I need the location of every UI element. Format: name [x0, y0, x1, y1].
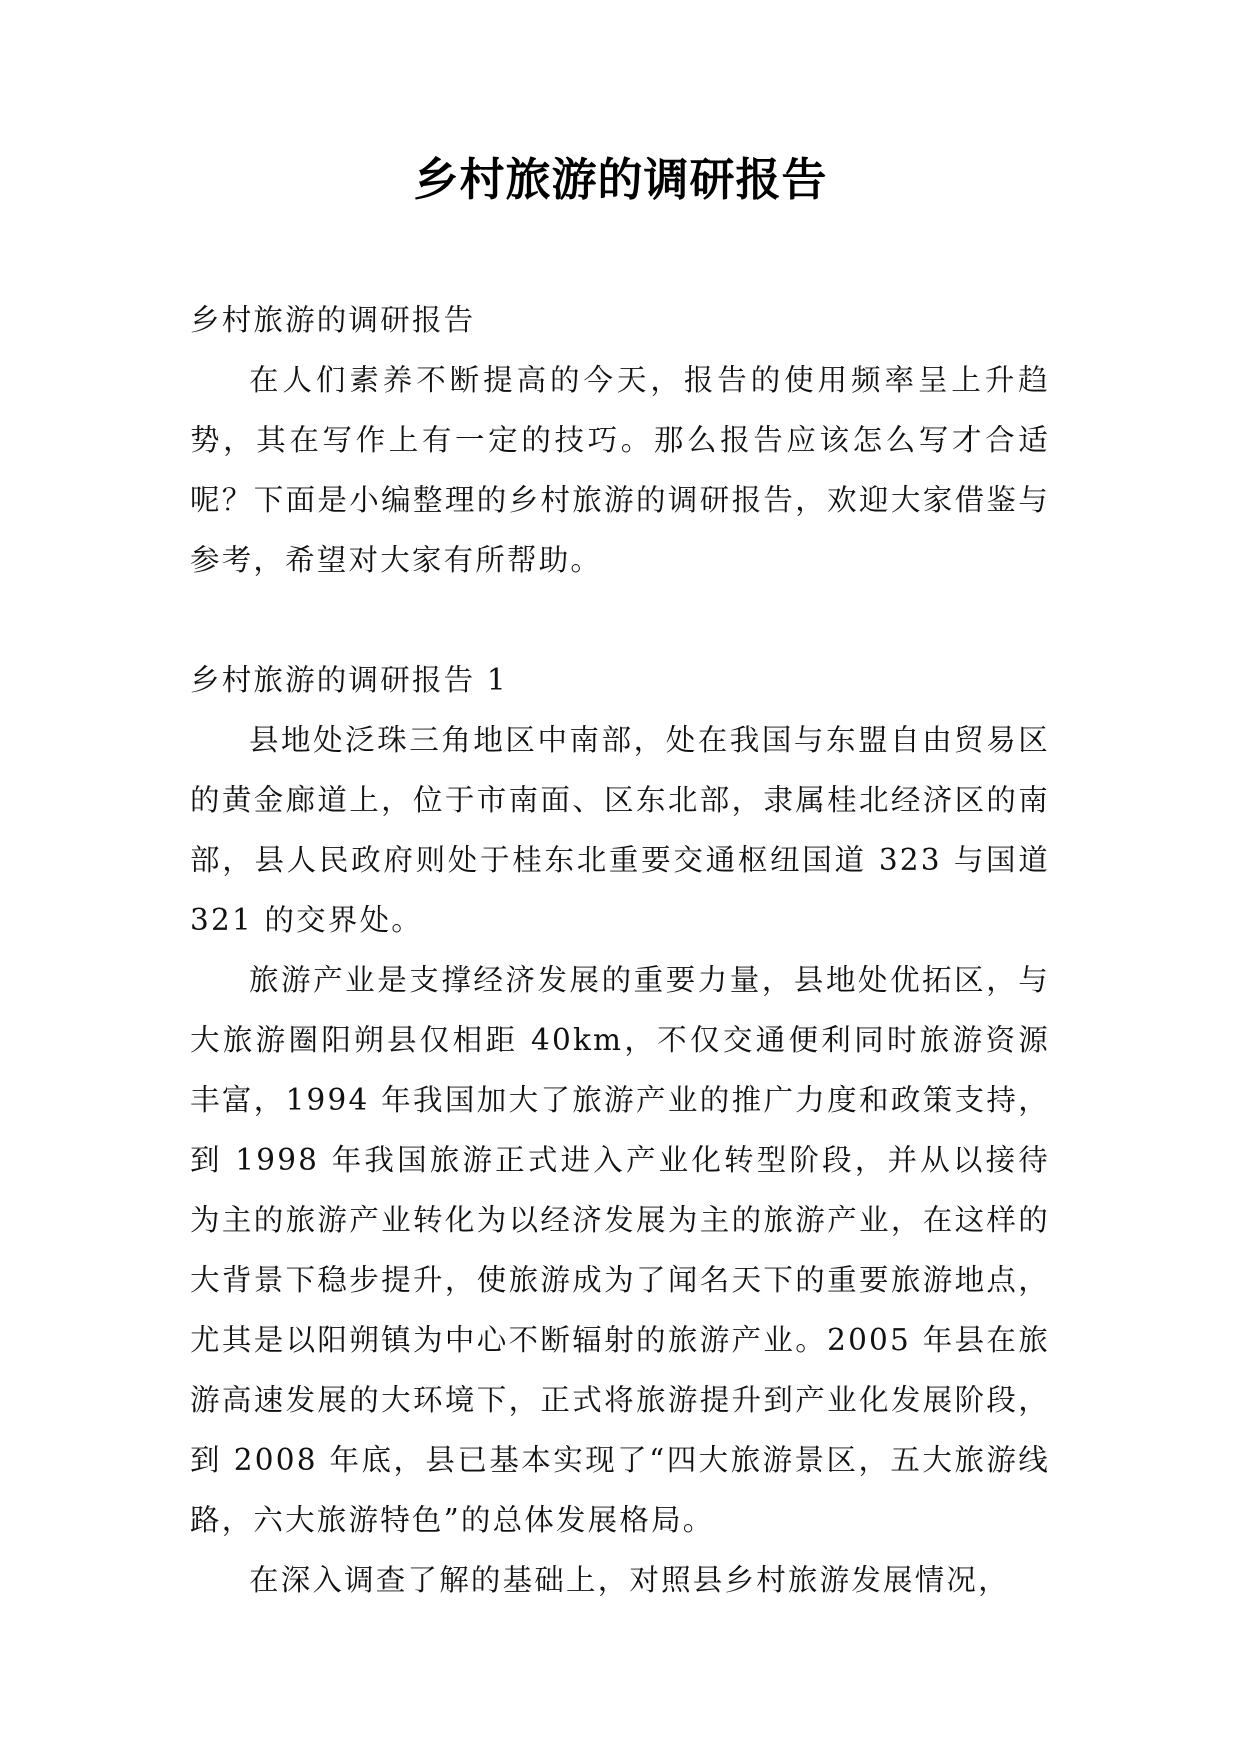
- section1-paragraph: 在深入调查了解的基础上，对照县乡村旅游发展情况，: [249, 1563, 1010, 1597]
- document-title: 乡村旅游的调研报告: [413, 153, 828, 206]
- section1-paragraph: 旅游产业是支撑经济发展的重要力量，县地处优拓区，与大旅游圈阳朔县仅相距 40km，不仅交通便利同时旅游资源丰富，1994 年我国加大了旅游产业的推广力度和政策支持，到 1998 年我国旅游正式进入产业化转型阶段，并从以接待为主的旅游产业转化为以经济发展为主的旅游产业，在这样的大背景下稳步提升，使旅游成为了闻名天下的重要旅游地点，尤其是以阳朔镇为中心不断辐射的旅游产业。2005 年县在旅游高速发展的大环境下，正式将旅游提升到产业化发展阶段，到 2008 年底，县已基本实现了“四大旅游景区，五大旅游线路，六大旅游特色”的总体发展格局。: [190, 963, 1050, 1537]
- section1-heading: 乡村旅游的调研报告 1: [190, 663, 508, 697]
- intro-heading: 乡村旅游的调研报告: [190, 303, 476, 337]
- paragraph-gap: [190, 590, 1050, 650]
- document-body: [190, 290, 1050, 1610]
- intro-paragraph: 在人们素养不断提高的今天，报告的使用频率呈上升趋势，其在写作上有一定的技巧。那么报告应该怎么写才合适呢？下面是小编整理的乡村旅游的调研报告，欢迎大家借鉴与参考，希望对大家有所帮助。: [190, 363, 1050, 577]
- section1-paragraph: 县地处泛珠三角地区中南部，处在我国与东盟自由贸易区的黄金廊道上，位于市南面、区东北部，隶属桂北经济区的南部，县人民政府则处于桂东北重要交通枢纽国道 323 与国道 321 的交界处。: [190, 723, 1050, 937]
